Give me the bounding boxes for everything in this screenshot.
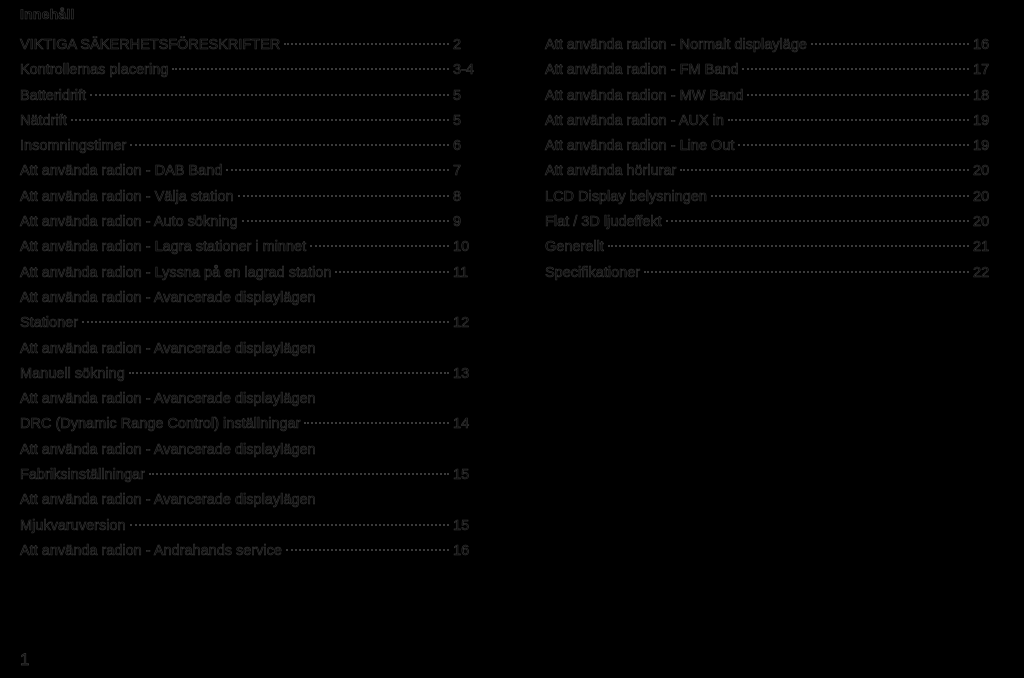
toc-entry-title: Generellt: [545, 239, 604, 256]
toc-entry-page: 8: [453, 188, 462, 205]
toc-entry-title: Att använda radion - DAB Band: [20, 163, 223, 180]
toc-dot-leader: [130, 144, 449, 146]
toc-entry[interactable]: [20, 134, 475, 159]
toc-entry-page: 5: [453, 112, 462, 129]
toc-entry[interactable]: [20, 210, 475, 235]
toc-entry[interactable]: [20, 412, 475, 437]
toc-entry-page: 20: [973, 188, 990, 205]
toc-dot-leader: [680, 169, 969, 171]
toc-dot-leader: [90, 94, 449, 96]
toc-dot-leader: [130, 524, 449, 526]
toc-entry[interactable]: [20, 235, 475, 260]
toc-entry-title: Mjukvaruversion: [20, 517, 126, 534]
toc-entry-title: DRC (Dynamic Range Control) inställningar: [20, 416, 301, 433]
toc-dot-leader: [738, 144, 969, 146]
toc-entry-page: 20: [973, 214, 990, 231]
toc-entry-page: 19: [973, 112, 990, 129]
toc-entry[interactable]: [20, 109, 475, 134]
toc-entry[interactable]: [20, 311, 475, 336]
toc-entry-page: 17: [973, 62, 990, 79]
toc-entry[interactable]: [20, 185, 475, 210]
toc-entry-page: 15: [453, 517, 470, 534]
toc-entry[interactable]: [20, 33, 475, 58]
toc-entry-title: VIKTIGA SÄKERHETSFÖRESKRIFTER: [20, 37, 281, 53]
toc-dot-leader: [71, 119, 449, 121]
toc-entry-page: 10: [453, 239, 470, 256]
toc-entry[interactable]: [545, 109, 995, 134]
toc-entry[interactable]: [545, 210, 995, 235]
toc-dot-leader: [242, 220, 449, 222]
toc-entry[interactable]: [20, 84, 475, 109]
toc-entry-heading-line: Att använda radion - Avancerade displaylägen: [20, 441, 316, 458]
toc-entry-title: Att använda radion - Andrahands service: [20, 542, 282, 559]
toc-entry-title: Att använda radion - Välja station: [20, 188, 234, 205]
toc-dot-leader: [172, 68, 449, 70]
toc-entry-heading-line: Att använda radion - Avancerade displaylägen: [20, 492, 316, 509]
toc-dot-leader: [129, 372, 449, 374]
toc-entry[interactable]: [20, 58, 475, 83]
toc-entry-title: Kontrollernas placering: [20, 62, 169, 79]
toc-entry-page: 6: [453, 138, 462, 155]
toc-entry-page: 14: [453, 416, 470, 433]
toc-entry-heading-line: Att använda radion - Avancerade displaylägen: [20, 340, 316, 357]
toc-entry[interactable]: [20, 514, 475, 539]
toc-entry-title: Manuell sökning: [20, 365, 125, 382]
toc-entry-title: Specifikationer: [545, 264, 641, 281]
toc-entry-page: 3-4: [453, 62, 474, 79]
toc-entry-page: 19: [973, 138, 990, 155]
toc-dot-leader: [304, 422, 449, 424]
toc-dot-leader: [284, 43, 449, 45]
toc-entry-page: 16: [453, 542, 470, 559]
toc-dot-leader: [310, 245, 449, 247]
toc-entry[interactable]: [20, 261, 475, 286]
toc-dot-leader: [82, 321, 449, 323]
toc-dot-leader: [742, 68, 969, 70]
toc-entry[interactable]: [545, 159, 995, 184]
toc-entry[interactable]: [20, 362, 475, 387]
toc-dot-leader: [226, 169, 449, 171]
toc-entry-title: Fabriksinställningar: [20, 467, 145, 484]
toc-dot-leader: [335, 271, 449, 273]
toc-entry-page: 22: [973, 264, 990, 281]
toc-entry-page: 21: [973, 239, 990, 256]
toc-entry-title: Att använda radion - AUX in: [545, 112, 724, 129]
toc-entry[interactable]: [545, 185, 995, 210]
toc-entry-page: 2: [453, 37, 462, 53]
toc-entry-title: LCD Display belysningen: [545, 188, 707, 205]
toc-entry-title: Att använda radion - Normalt displayläge: [545, 37, 807, 53]
toc-entry[interactable]: [20, 463, 475, 488]
toc-entry-page: 15: [453, 467, 470, 484]
toc-entry-page: 11: [453, 264, 469, 281]
toc-entry-title: Att använda radion - Lyssna på en lagrad station: [20, 264, 332, 281]
toc-entry-title: Flat / 3D ljudeffekt: [545, 214, 662, 231]
toc-dot-leader: [728, 119, 969, 121]
toc-dot-leader: [238, 195, 449, 197]
toc-entry[interactable]: [545, 58, 995, 83]
toc-dot-leader: [286, 549, 449, 551]
toc-entry-page: 18: [973, 87, 990, 104]
toc-entry-page: 12: [453, 315, 470, 332]
toc-dot-leader: [711, 195, 969, 197]
toc-entry-page: 13: [453, 365, 470, 382]
toc-entry[interactable]: [20, 539, 475, 564]
toc-entry-title: Att använda radion - MW Band: [545, 87, 744, 104]
page-title: Innehåll: [20, 6, 75, 22]
toc-column-left: [20, 33, 475, 564]
toc-entry-title: Att använda radion - Lagra stationer i minnet: [20, 239, 307, 256]
toc-dot-leader: [149, 473, 449, 475]
toc-entry-page: 9: [453, 214, 462, 231]
toc-dot-leader: [811, 43, 969, 45]
toc-entry[interactable]: [545, 33, 995, 58]
toc-entry[interactable]: [20, 159, 475, 184]
page-number: 1: [20, 650, 30, 669]
toc-entry-title: Nätdrift: [20, 112, 67, 129]
toc-entry-title: Att använda radion - FM Band: [545, 62, 739, 79]
toc-entry[interactable]: [545, 235, 995, 260]
toc-entry[interactable]: [545, 261, 995, 286]
toc-entry[interactable]: [545, 84, 995, 109]
toc-entry-title: Att använda radion - Line Out: [545, 138, 735, 155]
toc-entry-title: Batteridrift: [20, 87, 87, 104]
toc-entry-heading-line: Att använda radion - Avancerade displaylägen: [20, 289, 316, 306]
toc-entry-title: Insomningstimer: [20, 138, 127, 155]
toc-dot-leader: [608, 245, 969, 247]
toc-entry-title: Att använda radion - Auto sökning: [20, 214, 238, 231]
toc-column-right: [545, 33, 995, 286]
toc-entry[interactable]: [545, 134, 995, 159]
toc-entry-page: 7: [453, 163, 462, 180]
toc-entry-title: Att använda hörlurar: [545, 163, 677, 180]
toc-dot-leader: [644, 271, 969, 273]
toc-entry-page: 20: [973, 163, 990, 180]
toc-entry-page: 5: [453, 87, 462, 104]
toc-dot-leader: [747, 94, 969, 96]
toc-dot-leader: [666, 220, 969, 222]
toc-entry-title: Stationer: [20, 315, 79, 332]
toc-entry-page: 16: [973, 37, 990, 53]
toc-entry-heading-line: Att använda radion - Avancerade displaylägen: [20, 391, 316, 408]
